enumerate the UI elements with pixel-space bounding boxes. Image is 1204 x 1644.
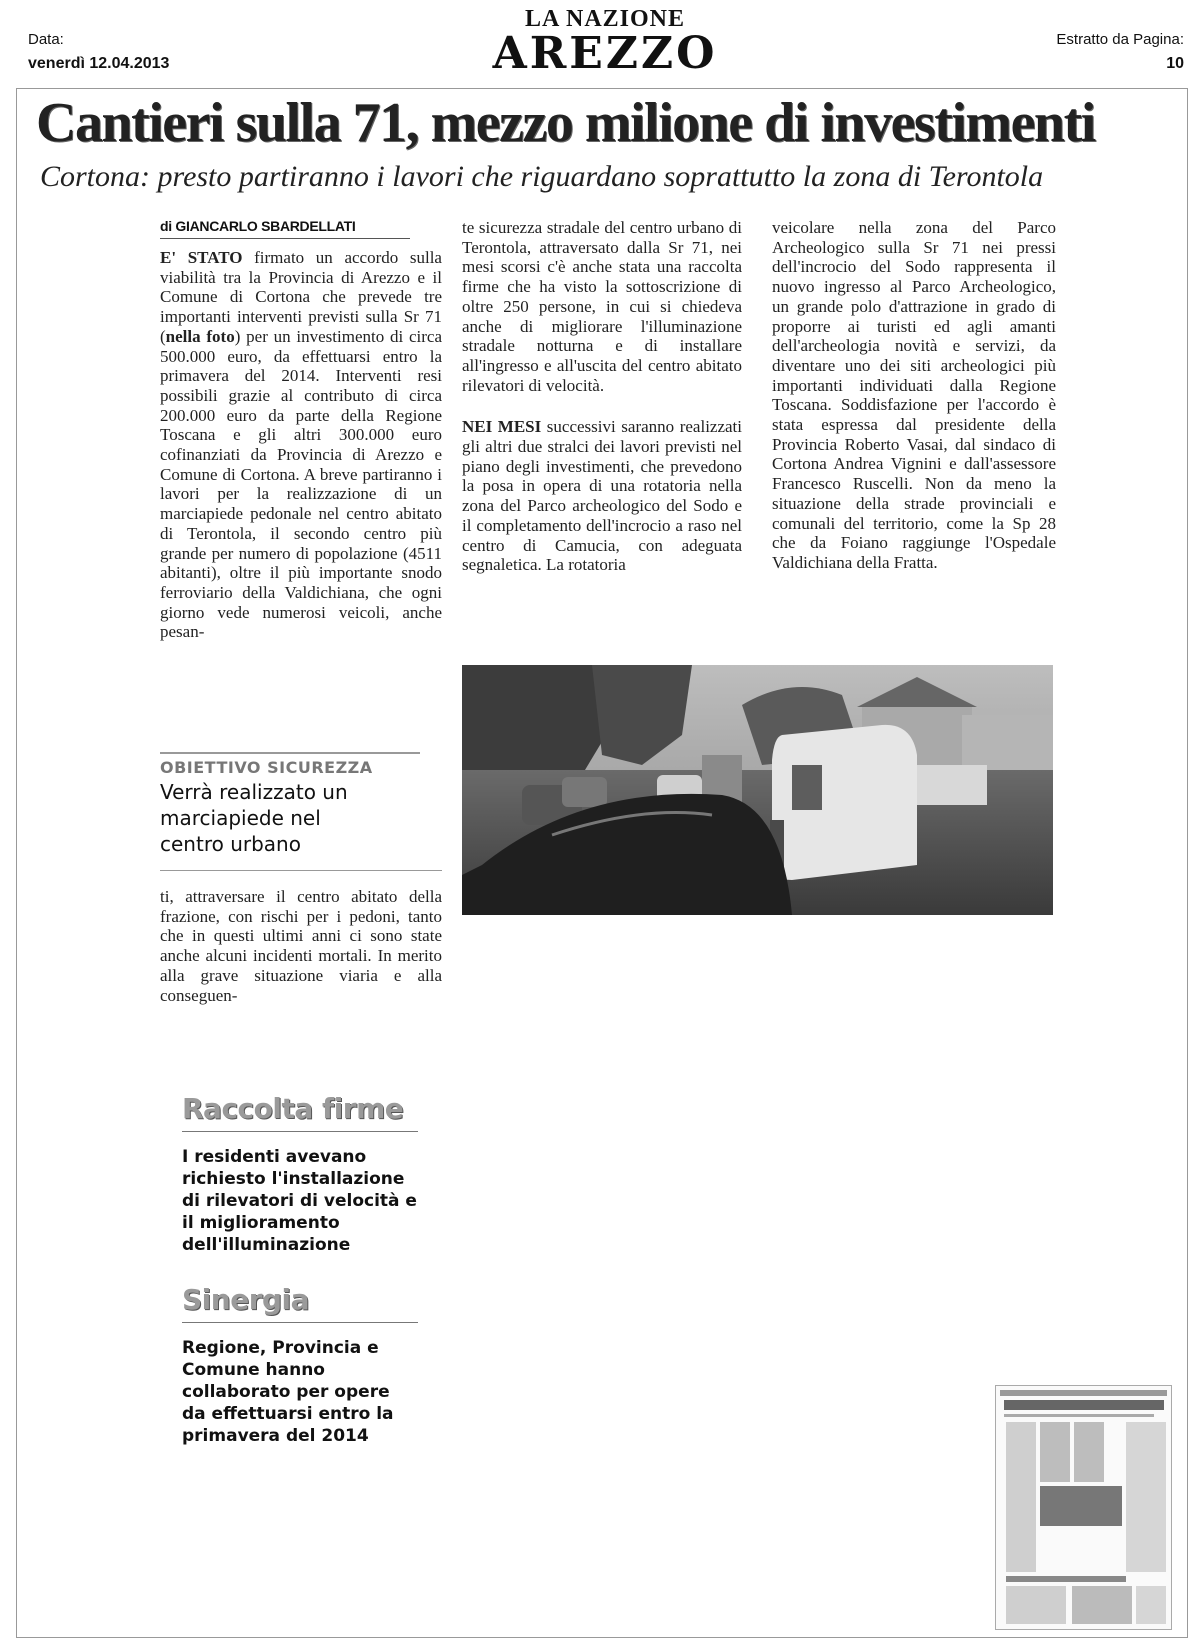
extract-label: Estratto da Pagina:: [1056, 31, 1184, 48]
date-block: [28, 28, 169, 76]
sidebar-box-sinergia: [182, 1283, 418, 1447]
article-column-1-continued: [160, 887, 442, 1005]
page-thumbnail-graphic: [996, 1386, 1171, 1629]
paragraph: [462, 417, 742, 575]
pull-quote-text: Verrà realizzato un marciapiede nel centro urbano: [160, 780, 348, 856]
sidebar-box-raccolta-firme: [182, 1092, 418, 1256]
road-scene-photo: [462, 665, 1053, 915]
subheadline: Cortona: presto partiranno i lavori che riguardano soprattutto la zona di Terontola: [40, 160, 1044, 193]
lead-in: NEI MESI: [462, 417, 542, 437]
article-column-2: [462, 218, 742, 575]
pull-quote-label: OBIETTIVO SICUREZZA: [160, 758, 373, 777]
page-thumbnail: [995, 1385, 1172, 1630]
article-photo: [462, 665, 1053, 915]
page-number: 10: [1166, 55, 1184, 72]
box-text: I residenti avevano richiesto l'installazione di rilevatori di velocità e il miglioramento dell'illuminazione: [182, 1147, 417, 1255]
box-title: Sinergia: [182, 1283, 418, 1323]
paragraph: veicolare nella zona del Parco Archeologico sulla Sr 71 nei pressi dell'incrocio del Sodo rappresenta il nuovo ingresso al Parco Archeologico, un grande polo d'attrazione in grado di proporre ai turisti ed agli amanti dell'archeologia novità e servizi, da diventare uno dei siti archeologici più importanti individuati dalla Regione Toscana. Soddisfazione per l'accordo è stata espressa dal presidente della Provincia Roberto Vasai, dal sindaco di Cortona Andrea Vignini e dall'assessore Francesco Ruscelli. Non da meno la situazione della strade provinciali e comunali del territorio, come la Sp 28 che da Foiano raggiunge l'Ospedale Valdichiana della Fratta.: [772, 218, 1056, 572]
byline: di GIANCARLO SBARDELLATI: [160, 218, 410, 239]
divider: [160, 752, 420, 754]
masthead: [440, 6, 770, 79]
article-column-1: [160, 248, 442, 642]
article-column-3: [772, 218, 1056, 573]
lead-in: E' STATO: [160, 248, 243, 267]
pull-quote: [160, 758, 442, 857]
box-text: Regione, Provincia e Comune hanno collaborato per opere da effettuarsi entro la primavera del 2014: [182, 1338, 394, 1446]
masthead-title: LA NAZIONE: [524, 6, 686, 32]
text-run: successivi saranno realizzati gli altri due stralci dei lavori previsti nel piano degli investimenti, che prevedono la posa in opera di una rotatoria nella zona del Parco archeologico del Sodo e il completamento dell'incrocio a raso nel centro di Camucia, con adeguata segnaletica. La rotatoria: [462, 417, 743, 575]
publication-date: venerdì 12.04.2013: [28, 55, 170, 72]
bold-run: nella foto: [165, 326, 235, 346]
paragraph: [160, 248, 442, 642]
text-run: ) per un investimento di circa 500.000 euro, da effettuarsi entro la primavera del 2014. Interventi resi possibili grazie al contributo di circa 200.000 euro da parte della Regione Toscana e gli altri 300.000 euro cofinanziati da Provincia di Arezzo e Comune di Cortona. A breve partiranno i lavori per la realizzazione di un marciapiede pedonale nel centro abitato di Terontola, il secondo centro più grande per numero di popolazione (4511 abitanti), oltre il più importante snodo ferroviario della Valdichiana, che ogni giorno vede numerosi veicoli, anche pesan-: [160, 326, 442, 642]
box-title: Raccolta firme: [182, 1092, 418, 1132]
divider: [160, 870, 442, 871]
paragraph: ti, attraversare il centro abitato della frazione, con rischi per i pedoni, tanto che in questi ultimi anni ci sono state anche alcuni incidenti mortali. In merito alla grave situazione viaria e alla conseguen-: [160, 887, 442, 1005]
headline: Cantieri sulla 71, mezzo milione di investimenti: [36, 92, 1095, 154]
text-run: firmato un accordo sulla viabilità tra la Provincia di Arezzo e il Comune di Cortona che prevede tre importanti interventi previsti sulla Sr 71 (: [160, 248, 442, 346]
paragraph: te sicurezza stradale del centro urbano di Terontola, attraversato dalla Sr 71, nei mesi scorsi c'è anche stata una raccolta firme che ha visto la sottoscrizione di oltre 250 persone, in cui si chiedeva anche di migliorare l'illuminazione stradale notturna e di installare all'ingresso e all'uscita del centro abitato rilevatori di velocità.: [462, 218, 742, 395]
page-block: [1056, 28, 1184, 76]
date-label: Data:: [28, 31, 64, 48]
masthead-edition: AREZZO: [492, 28, 718, 79]
